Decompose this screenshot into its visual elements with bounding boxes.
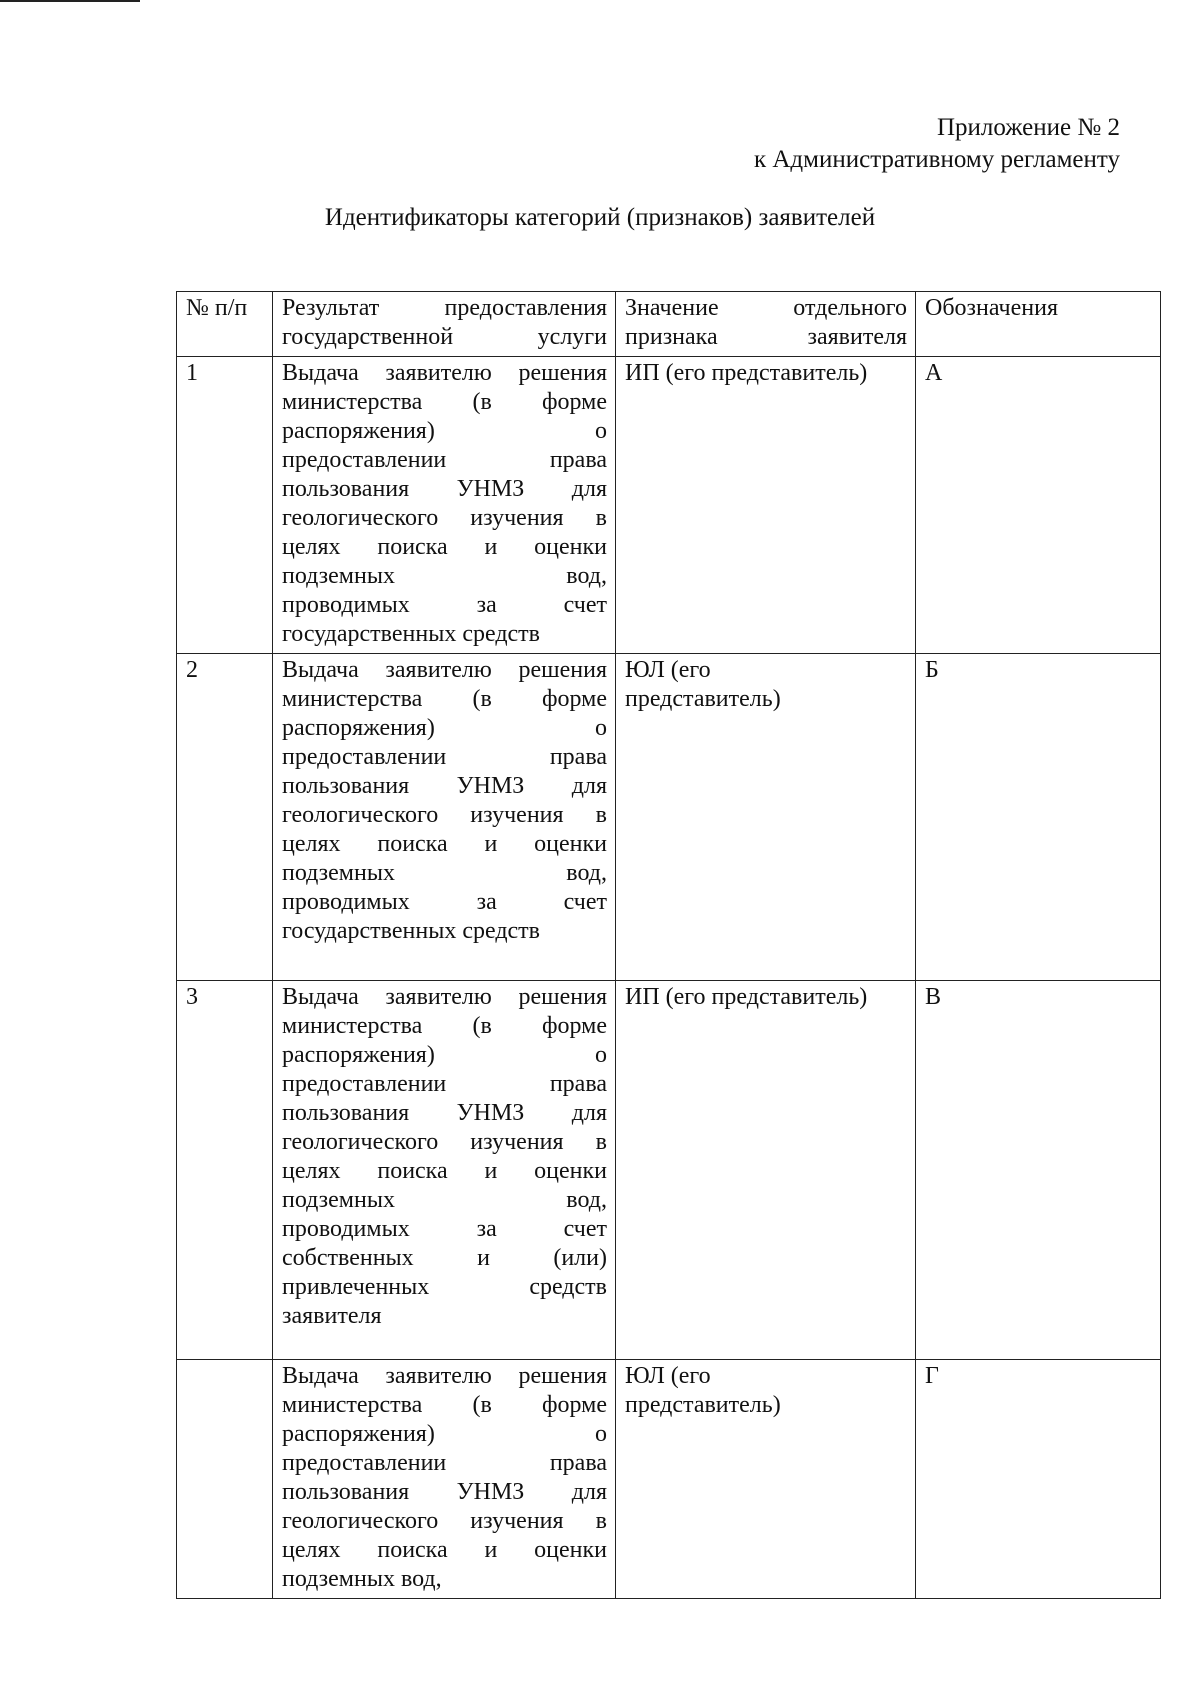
result-line: подземных вод,: [282, 1566, 442, 1592]
result-line: пользования УНМЗ для: [282, 773, 607, 799]
result-line: пользования УНМЗ для: [282, 1100, 607, 1126]
cell-value: ЮЛ (его представитель): [616, 1360, 916, 1599]
categories-table: [176, 291, 1161, 1599]
result-line: предоставлении права: [282, 1450, 607, 1476]
table-row: [177, 357, 1161, 654]
cell-code: А: [916, 357, 1161, 654]
cell-number: 2: [177, 654, 273, 981]
result-line: министерства (в форме: [282, 1392, 607, 1418]
result-line: Выдача заявителю решения: [282, 1363, 607, 1389]
result-line: проводимых за счет: [282, 592, 607, 618]
header-cell-code: Обозначения: [916, 292, 1161, 357]
cell-result: [273, 654, 616, 981]
result-line: предоставлении права: [282, 447, 607, 473]
result-line: Выдача заявителю решения: [282, 360, 607, 386]
result-line: геологического изучения в: [282, 1508, 607, 1534]
appendix-number: Приложение № 2: [936, 114, 1120, 141]
cell-result: [273, 1360, 616, 1599]
table-row: [177, 981, 1161, 1360]
result-line: государственных средств: [282, 918, 540, 944]
result-line: распоряжения) о: [282, 1042, 607, 1068]
result-line: Выдача заявителю решения: [282, 657, 607, 683]
result-line: предоставлении права: [282, 744, 607, 770]
cell-result: [273, 981, 616, 1360]
result-line: геологического изучения в: [282, 802, 607, 828]
header-cell-number: № п/п: [177, 292, 273, 357]
result-line: подземных вод,: [282, 860, 607, 886]
cell-result: [273, 357, 616, 654]
result-line: распоряжения) о: [282, 715, 607, 741]
cell-number: 3: [177, 981, 273, 1360]
result-line: распоряжения) о: [282, 1421, 607, 1447]
cell-number: 1: [177, 357, 273, 654]
result-line: привлеченных средств: [282, 1274, 607, 1300]
table-header-row: [177, 292, 1161, 357]
result-line: заявителя: [282, 1303, 382, 1329]
cell-code: Г: [916, 1360, 1161, 1599]
cell-value: ИП (его представитель): [616, 357, 916, 654]
result-line: геологического изучения в: [282, 1129, 607, 1155]
cell-value: ЮЛ (его представитель): [616, 654, 916, 981]
scan-edge-mark: [0, 0, 140, 2]
result-line: распоряжения) о: [282, 418, 607, 444]
appendix-header: [754, 112, 1120, 176]
result-line: проводимых за счет: [282, 1216, 607, 1242]
result-line: целях поиска и оценки: [282, 1537, 607, 1563]
result-line: подземных вод,: [282, 563, 607, 589]
result-line: целях поиска и оценки: [282, 534, 607, 560]
result-line: министерства (в форме: [282, 1013, 607, 1039]
result-line: пользования УНМЗ для: [282, 1479, 607, 1505]
table-row: [177, 654, 1161, 981]
result-line: пользования УНМЗ для: [282, 476, 607, 502]
result-line: целях поиска и оценки: [282, 831, 607, 857]
result-line: целях поиска и оценки: [282, 1158, 607, 1184]
result-line: министерства (в форме: [282, 389, 607, 415]
header-cell-value: Значение отдельного признака заявителя: [616, 292, 916, 357]
result-line: геологического изучения в: [282, 505, 607, 531]
appendix-reference: к Административному регламенту: [753, 146, 1120, 173]
result-line: министерства (в форме: [282, 686, 607, 712]
result-line: собственных и (или): [282, 1245, 607, 1271]
result-line: подземных вод,: [282, 1187, 607, 1213]
document-title: Идентификаторы категорий (признаков) заявителей: [324, 204, 876, 231]
cell-code: Б: [916, 654, 1161, 981]
result-line: проводимых за счет: [282, 889, 607, 915]
table-row: [177, 1360, 1161, 1599]
cell-value: ИП (его представитель): [616, 981, 916, 1360]
result-line: государственных средств: [282, 621, 540, 647]
header-cell-result: Результат предоставления государственной услуги: [273, 292, 616, 357]
result-line: предоставлении права: [282, 1071, 607, 1097]
cell-number: [177, 1360, 273, 1599]
cell-code: В: [916, 981, 1161, 1360]
result-line: Выдача заявителю решения: [282, 984, 607, 1010]
